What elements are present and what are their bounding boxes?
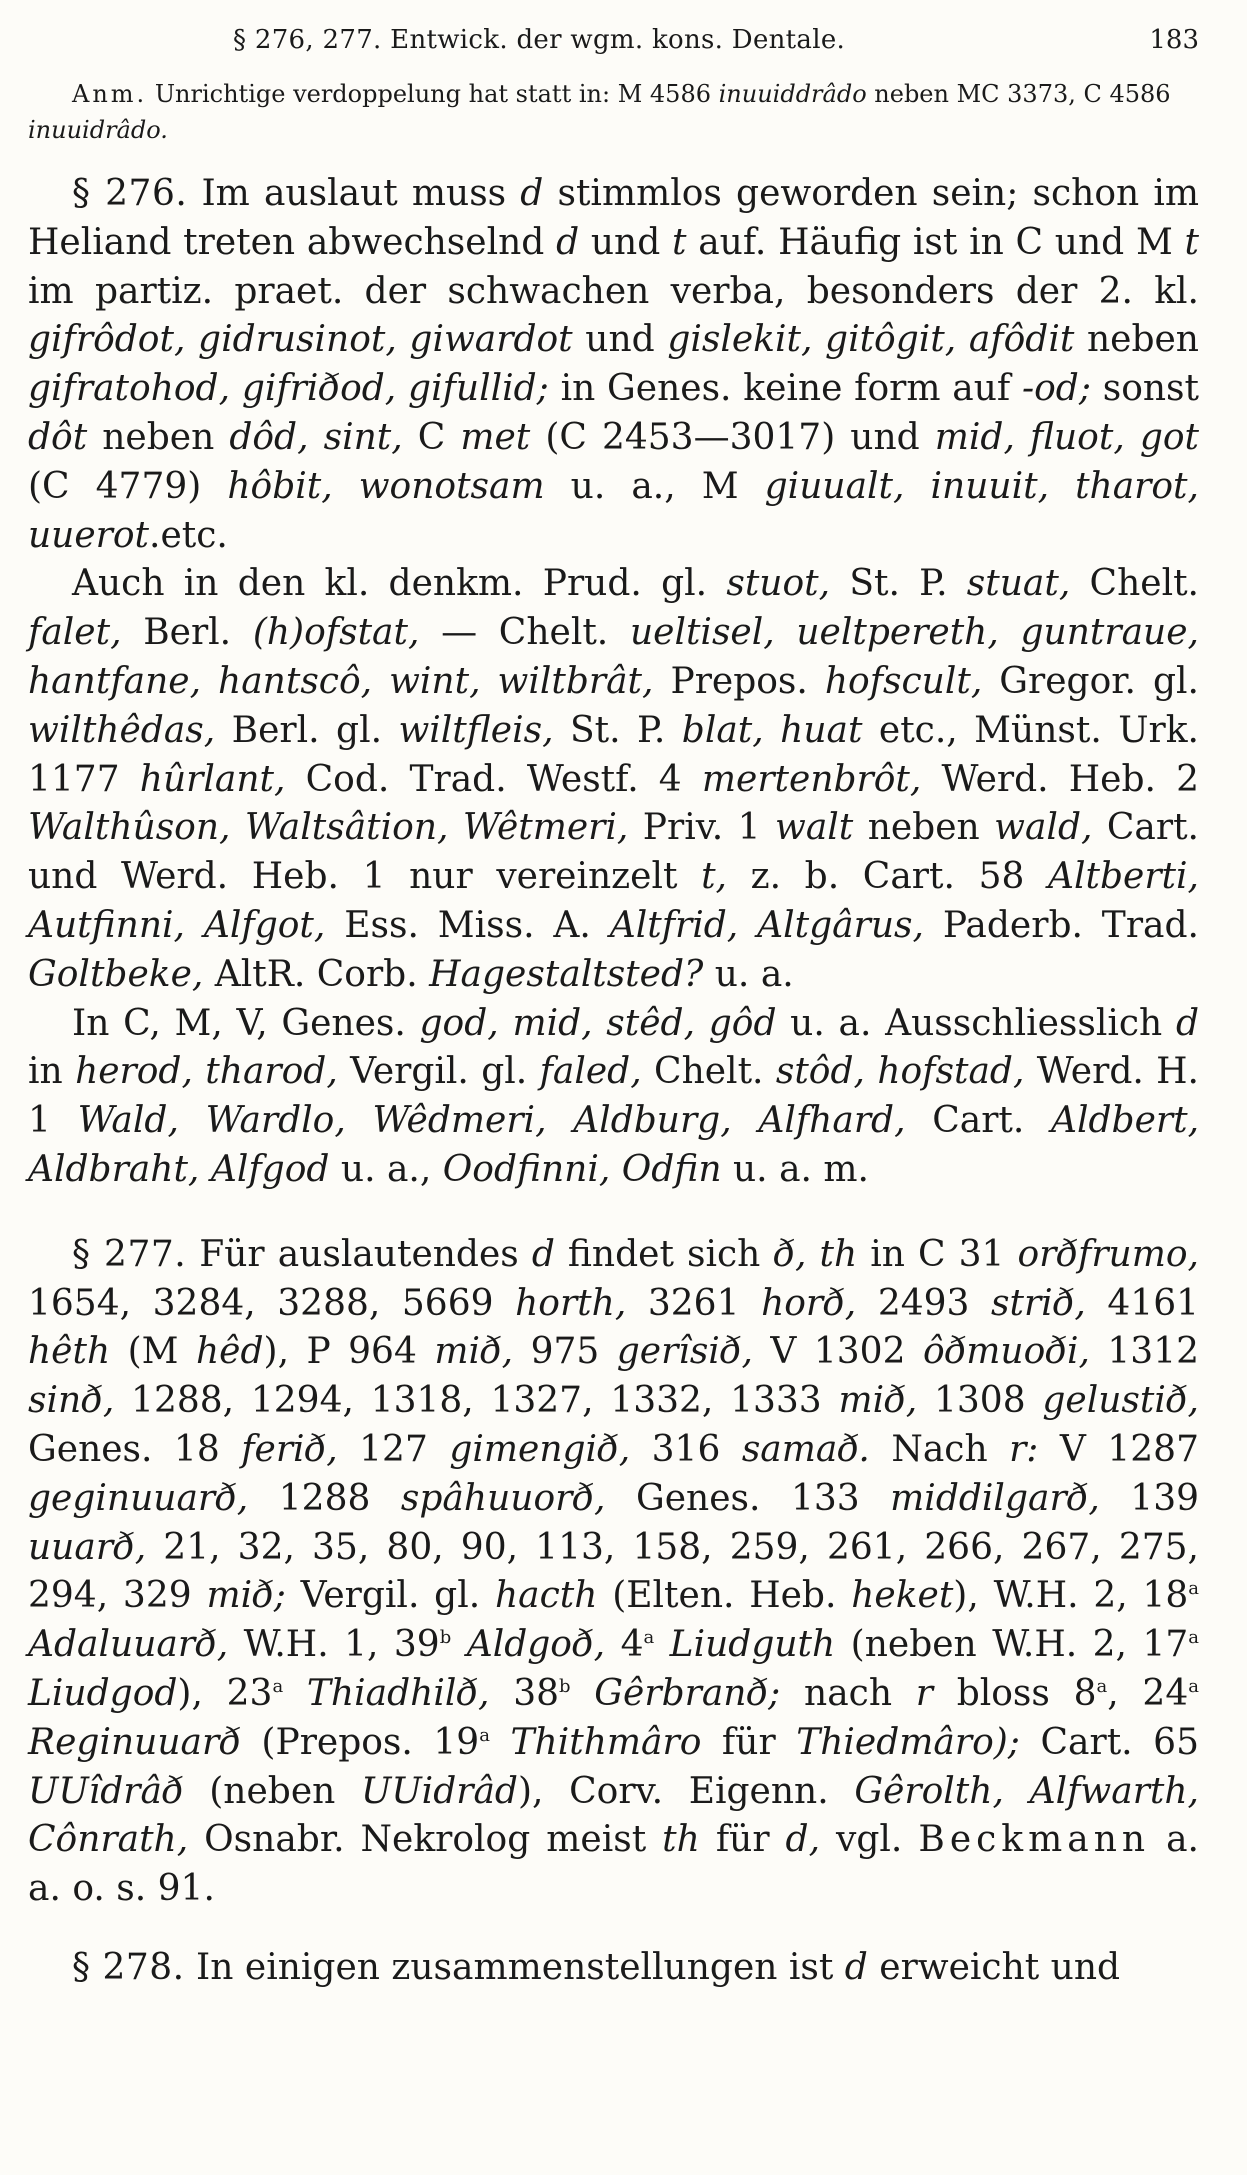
italic-form: hantscô, <box>218 660 373 702</box>
italic-form: Aldbraht, <box>28 1148 200 1190</box>
italic-form: r: <box>1009 1428 1039 1470</box>
text-run: Chelt. <box>1070 563 1199 605</box>
annotation-note <box>28 76 1199 148</box>
text-run: Cart. <box>905 1100 1051 1142</box>
text-run: AltR. Corb. <box>203 953 430 995</box>
text-run <box>333 466 359 507</box>
text-run: In C, M, V, Genes. <box>72 1002 420 1044</box>
italic-form: wiltbrât, <box>497 660 654 702</box>
text-run <box>1004 1771 1030 1812</box>
superscript: a <box>643 1627 655 1649</box>
text-run <box>571 1673 595 1714</box>
italic-form: horð, <box>761 1282 857 1324</box>
text-run <box>904 466 930 507</box>
text-run <box>451 1624 466 1665</box>
text-run: neben <box>1074 319 1199 361</box>
italic-form: Wardlo, <box>205 1100 346 1142</box>
italic-form: Reginuuarð <box>28 1721 241 1763</box>
text-run: neben <box>87 416 230 458</box>
text-run: 1288, 1294, 1318, 1327, 1332, 1333 <box>114 1380 839 1422</box>
text-run: z. b. Cart. 58 <box>727 856 1049 898</box>
italic-form: hêd <box>195 1331 264 1373</box>
italic-form: Wald, <box>77 1100 179 1142</box>
italic-form: Alfgot, <box>203 904 326 946</box>
text-run: stimmlos geworden sein; schon im Heliand treten abwechselnd <box>28 173 1199 263</box>
italic-form: gifullid; <box>408 368 549 410</box>
italic-form: inuuit, <box>930 465 1050 507</box>
italic-form: Cônrath, <box>28 1819 189 1861</box>
italic-form: mið; <box>206 1575 286 1617</box>
text-run: im partiz. praet. der schwachen verba, besonders der 2. kl. <box>28 270 1199 312</box>
italic-form: mid, <box>934 416 1015 458</box>
italic-form: hantfane, <box>28 660 202 702</box>
italic-form: mið, <box>838 1380 918 1422</box>
text-run <box>812 319 825 360</box>
italic-form: gislekit, <box>667 319 813 361</box>
italic-form: hôbit, <box>227 465 333 507</box>
italic-form: mid, <box>512 1002 593 1044</box>
text-run: Cod. Trad. Westf. 4 <box>285 758 702 800</box>
text-run: für <box>701 1721 797 1763</box>
text-run: in <box>28 1051 76 1093</box>
text-run: nach <box>780 1672 916 1714</box>
italic-form: samað. <box>741 1428 870 1470</box>
text-run: u. a. m. <box>721 1148 869 1190</box>
text-run <box>1125 417 1140 458</box>
text-run: (Prepos. 19 <box>240 1721 480 1763</box>
section-278-paragraph <box>28 1944 1199 1993</box>
superscript: a <box>1096 1675 1108 1697</box>
text-run <box>396 368 408 409</box>
text-run: In einigen zusammenstellungen ist <box>184 1946 845 1988</box>
text-run: (neben W.H. 2, 17 <box>835 1624 1189 1666</box>
text-run <box>185 319 198 360</box>
text-run: auf. Häufig ist in C und M <box>686 221 1185 263</box>
italic-form: hofscult, <box>824 660 983 702</box>
text-run: u. a., <box>329 1148 443 1190</box>
italic-form: hacth <box>494 1575 598 1617</box>
text-run: ), P 964 <box>263 1331 435 1373</box>
italic-form: Wêdmeri, <box>372 1100 547 1142</box>
text-run <box>185 905 204 946</box>
text-run: V 1287 <box>1038 1428 1199 1470</box>
text-run: ), W.H. 2, 18 <box>953 1575 1189 1617</box>
text-run: Cart. und Werd. Heb. 1 nur vereinzelt <box>28 807 1199 898</box>
text-run <box>865 1051 877 1092</box>
text-run: 975 <box>513 1331 617 1373</box>
text-run: Werd. H. 1 <box>28 1051 1199 1142</box>
italic-form: giuualt, <box>764 465 905 507</box>
italic-form: d <box>1175 1002 1199 1044</box>
italic-form: giwardot <box>409 319 573 361</box>
italic-form: gimengið, <box>449 1428 631 1470</box>
italic-form: Thiadhilð, <box>306 1672 490 1714</box>
text-run: St. P. <box>830 563 967 605</box>
text-run <box>397 319 410 360</box>
italic-form: Walthûson, <box>28 807 231 849</box>
text-run: 21, 32, 35, 80, 90, 113, 158, 259, 261, 266, 267, 275, 294, 329 <box>28 1526 1199 1617</box>
text-run <box>490 1722 511 1763</box>
italic-form: th <box>819 1233 858 1275</box>
superscript: a <box>479 1724 490 1746</box>
text-run: (C 2453—3017) und <box>530 416 935 458</box>
text-run <box>806 1234 819 1275</box>
italic-form: faled, <box>539 1051 642 1093</box>
text-run: und <box>572 319 668 361</box>
text-run: 1308 <box>917 1380 1043 1422</box>
note-form: inuuiddrâdo <box>718 80 867 108</box>
text-run <box>764 710 780 751</box>
text-run: Auch in den kl. denkm. Prud. gl. <box>72 563 727 605</box>
text-run <box>481 661 498 702</box>
text-run: sonst <box>1090 368 1199 410</box>
italic-form: horth, <box>515 1282 627 1324</box>
text-run <box>372 661 389 702</box>
text-run <box>193 1051 205 1092</box>
italic-form: walt <box>775 807 854 849</box>
italic-form: ferið, <box>241 1428 338 1470</box>
text-run: 127 <box>337 1428 450 1470</box>
italic-form: wonotsam <box>358 465 545 507</box>
italic-form: wald, <box>994 807 1093 849</box>
text-run <box>695 1003 709 1044</box>
italic-form: wilthêdas, <box>28 709 216 751</box>
italic-form: hofstad, <box>877 1051 1025 1093</box>
text-run: .etc. <box>149 514 228 556</box>
text-run: (neben <box>183 1770 361 1812</box>
header-title: § 276, 277. Entwick. der wgm. kons. Dentale. <box>233 25 846 55</box>
text-run: Im auslaut muss <box>187 173 521 214</box>
superscript: a <box>1188 1675 1199 1697</box>
italic-form: ð, <box>773 1233 807 1275</box>
note-text: neben MC 3373, C 4586 <box>866 80 1171 108</box>
text-run <box>956 319 969 360</box>
text-run: a. a. o. s. 91. <box>28 1819 1199 1910</box>
italic-form: Aldgoð, <box>466 1624 606 1666</box>
italic-form: Odfin <box>621 1148 722 1190</box>
italic-form: d <box>844 1946 868 1988</box>
text-run: und <box>579 221 672 263</box>
text-run <box>309 417 324 458</box>
italic-form: Aldburg, <box>573 1100 732 1142</box>
italic-form: strið, <box>991 1282 1086 1324</box>
text-run: V 1302 <box>752 1331 923 1373</box>
text-run: bloss 8 <box>932 1672 1097 1714</box>
italic-form: Wêtmeri, <box>462 807 629 849</box>
text-run: Genes. 133 <box>605 1477 891 1519</box>
italic-form: Gêrolth, <box>854 1770 1004 1812</box>
italic-form: Alfhard, <box>758 1100 906 1142</box>
text-run: u. a. <box>703 953 794 995</box>
italic-form: tharod, <box>205 1051 338 1093</box>
note-form: inuuidrâdo. <box>28 116 168 144</box>
italic-form: god, <box>419 1002 499 1044</box>
section-276-paragraph <box>28 170 1199 560</box>
italic-form: Oodfinni, <box>442 1148 611 1190</box>
italic-form: Altfrid, <box>609 904 739 946</box>
text-run: , 24 <box>1107 1672 1189 1714</box>
italic-form: Alfgod <box>210 1148 330 1190</box>
text-run: für <box>699 1819 786 1861</box>
italic-form: dôd, <box>229 416 309 458</box>
superscript: a <box>1188 1627 1199 1649</box>
text-run: Berl. gl. <box>215 709 399 751</box>
italic-form: gelustið, <box>1042 1380 1199 1422</box>
text-run: Prepos. <box>653 660 825 702</box>
text-run <box>593 1003 607 1044</box>
page-number: 183 <box>1149 25 1199 55</box>
italic-form: Goltbeke, <box>28 953 204 995</box>
text-run: Chelt. <box>641 1051 776 1093</box>
text-run: vgl. <box>820 1819 919 1861</box>
note-text: Unrichtige verdoppelung hat statt in: M 4586 <box>147 80 719 108</box>
italic-form: spâhuuorð, <box>400 1477 606 1519</box>
text-run: Cart. 65 <box>1019 1721 1199 1763</box>
italic-form: Hagestaltsted? <box>429 953 704 995</box>
superscript: a <box>1188 1578 1200 1600</box>
italic-form: uuerot <box>28 514 150 556</box>
italic-form: Aldbert, <box>1050 1100 1200 1142</box>
text-run: ), 23 <box>177 1672 273 1714</box>
text-run <box>610 1149 621 1190</box>
text-run: 4161 <box>1085 1282 1200 1324</box>
italic-form: got <box>1139 416 1200 458</box>
text-run <box>448 807 462 848</box>
text-run: Genes. 18 <box>28 1428 242 1470</box>
italic-form: mið, <box>434 1331 514 1373</box>
text-run: W.H. 1, 39 <box>228 1624 440 1666</box>
italic-form: gifratohod, <box>28 368 231 410</box>
italic-form: mertenbrôt, <box>701 758 922 800</box>
italic-form: sint, <box>323 416 403 458</box>
exclusive-d-paragraph <box>28 1000 1199 1195</box>
italic-form: Altberti, <box>1048 856 1199 898</box>
text-run <box>179 1100 206 1141</box>
text-run: Werd. Heb. 2 <box>921 758 1200 800</box>
italic-form: gifrôdot, <box>28 319 186 361</box>
text-run <box>499 1003 513 1044</box>
text-run: Berl. <box>121 612 253 654</box>
italic-form: Liudgod <box>28 1672 178 1714</box>
text-run <box>199 1149 210 1190</box>
italic-form: d <box>520 173 544 214</box>
italic-form: Alfwarth, <box>1029 1770 1199 1812</box>
text-run <box>1049 466 1075 507</box>
text-run: etc., Münst. Urk. 1177 <box>28 709 1200 800</box>
italic-form: wint, <box>389 660 481 702</box>
text-run: 4 <box>605 1624 644 1666</box>
text-run: (C 4779) <box>28 465 228 507</box>
text-run: Vergil. gl. <box>285 1575 495 1617</box>
italic-form: herod, <box>75 1051 193 1093</box>
italic-form: uuarð, <box>28 1526 147 1568</box>
italic-form: gitôgit, <box>825 319 957 361</box>
text-run <box>230 807 244 848</box>
text-run <box>775 612 797 653</box>
text-run: neben <box>853 807 995 849</box>
text-run <box>738 905 757 946</box>
italic-form: hêth <box>28 1331 111 1373</box>
italic-form: Gêrbranð; <box>594 1672 781 1714</box>
italic-form: UUidrâd <box>361 1770 518 1812</box>
italic-form: Altgârus, <box>757 904 924 946</box>
italic-form: gôd <box>708 1002 777 1044</box>
italic-form: r <box>915 1672 933 1714</box>
text-run: Paderb. Trad. <box>923 904 1199 946</box>
italic-form: Thithmâro <box>510 1721 702 1763</box>
text-run: 316 <box>630 1428 742 1470</box>
italic-form: d, <box>785 1819 821 1861</box>
spaced-author-name: Beckmann <box>918 1819 1151 1861</box>
text-run <box>999 612 1021 653</box>
italic-form: stôd, <box>775 1051 865 1093</box>
text-run: Nach <box>869 1428 1010 1470</box>
text-run: 1288 <box>248 1477 401 1519</box>
running-header <box>28 18 1199 62</box>
text-run <box>283 1673 307 1714</box>
italic-form: gerîsið, <box>616 1331 753 1373</box>
italic-form: t, <box>701 856 727 898</box>
superscript: b <box>439 1627 452 1649</box>
italic-form: gidrusinot, <box>198 319 397 361</box>
text-run: 2493 <box>856 1282 992 1324</box>
text-run <box>654 1624 669 1665</box>
text-run: 38 <box>489 1672 560 1714</box>
superscript: b <box>559 1675 571 1697</box>
italic-form: guntraue, <box>1020 612 1199 654</box>
italic-form: wiltfleis, <box>398 709 554 751</box>
italic-form: ueltpereth, <box>796 612 999 654</box>
text-run <box>201 661 218 702</box>
italic-form: -od; <box>1021 368 1091 410</box>
text-run: 1654, 3284, 3288, 5669 <box>28 1282 516 1324</box>
text-run <box>547 1100 574 1141</box>
text-run: (M <box>110 1331 196 1373</box>
italic-form: huat <box>780 709 863 751</box>
italic-form: stuat, <box>966 563 1071 605</box>
italic-form: UUîdrâð <box>28 1770 184 1812</box>
italic-form: blat, <box>681 709 764 751</box>
text-run <box>732 1100 759 1141</box>
text-run: Priv. 1 <box>628 807 775 849</box>
text-run <box>346 1100 373 1141</box>
italic-form: d <box>531 1233 555 1275</box>
section-277-paragraph <box>28 1231 1199 1914</box>
section-number: § 277. <box>72 1233 187 1275</box>
italic-form: ueltisel, <box>629 612 775 654</box>
text-run: in Genes. keine form auf <box>548 368 1022 410</box>
text-run: Für auslautendes <box>186 1233 532 1275</box>
italic-form: d <box>556 221 580 263</box>
italic-form: gifriðod, <box>241 368 397 410</box>
italic-form: Waltsâtion, <box>244 807 449 849</box>
text-run: findet sich <box>554 1233 774 1275</box>
note-label: Anm. <box>72 80 148 108</box>
italic-form: fluot, <box>1029 416 1125 458</box>
text-run: — Chelt. <box>419 612 630 654</box>
section-number: § 278. <box>72 1946 185 1988</box>
text-run: u. a., M <box>544 465 765 507</box>
text-run: Vergil. gl. <box>337 1051 540 1093</box>
italic-form: stuot, <box>726 563 831 605</box>
italic-form: t <box>1184 221 1200 263</box>
text-run: in C 31 <box>857 1233 1018 1275</box>
italic-form: sinð, <box>28 1380 115 1422</box>
italic-form: middilgarð, <box>890 1477 1100 1519</box>
italic-form: ôðmuoði, <box>922 1331 1090 1373</box>
italic-form: geginuuarð, <box>28 1477 249 1519</box>
text-run: ), Corv. Eigenn. <box>517 1770 855 1812</box>
text-run: St. P. <box>553 709 682 751</box>
italic-form: stêd, <box>606 1002 696 1044</box>
italic-form: hûrlant, <box>139 758 286 800</box>
italic-form: Thiedmâro); <box>796 1721 1020 1763</box>
text-run: C <box>402 416 461 458</box>
text-run: (Elten. Heb. <box>597 1575 852 1617</box>
text-run: Osnabr. Nekrolog meist <box>188 1819 663 1861</box>
italic-form: Adaluuarð, <box>28 1624 229 1666</box>
italic-form: Autfinni, <box>28 904 185 946</box>
italic-form: heket <box>851 1575 954 1617</box>
italic-form: t <box>672 221 687 263</box>
italic-form: tharot, <box>1075 465 1199 507</box>
small-monuments-paragraph <box>28 560 1199 999</box>
italic-form: met <box>460 416 531 458</box>
text-run: 3261 <box>626 1282 762 1324</box>
text-run <box>230 368 242 409</box>
italic-form: orðfrumo, <box>1017 1233 1199 1275</box>
italic-form: afôdit <box>968 319 1075 361</box>
text-run: 1312 <box>1089 1331 1199 1373</box>
text-run: u. a. Ausschliesslich <box>776 1002 1176 1044</box>
italic-form: (h)ofstat, <box>252 612 420 654</box>
text-run: Ess. Miss. A. <box>325 904 610 946</box>
italic-form: dôt <box>28 416 88 458</box>
section-number: § 276. <box>72 173 188 214</box>
text-run: erweicht und <box>867 1946 1121 1988</box>
text-run <box>1015 417 1030 458</box>
italic-form: falet, <box>28 612 122 654</box>
superscript: a <box>272 1675 284 1697</box>
italic-form: th <box>662 1819 700 1861</box>
italic-form: Liudguth <box>669 1624 836 1666</box>
text-run: 139 <box>1099 1477 1200 1519</box>
text-run: Gregor. gl. <box>982 660 1199 702</box>
